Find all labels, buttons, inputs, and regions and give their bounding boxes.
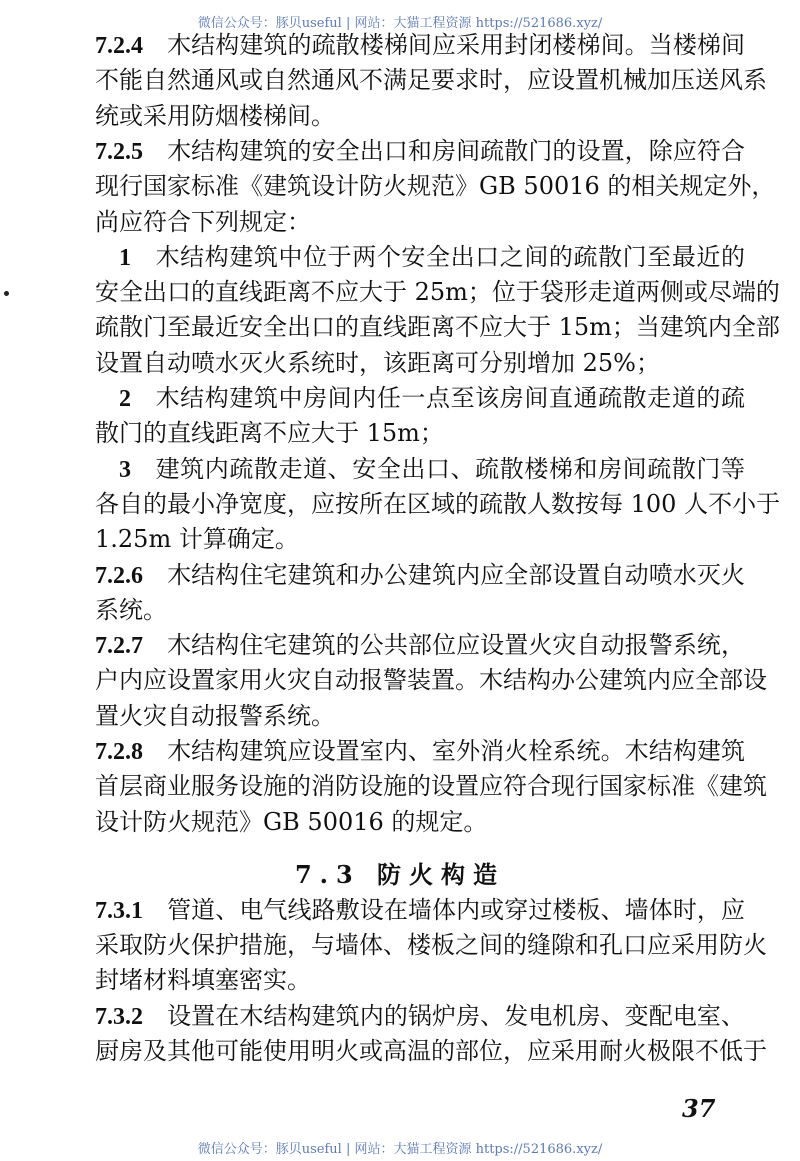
clause-line: [95, 893, 745, 928]
line-text: 木结构建筑应设置室内、室外消火栓系统。木结构建筑: [167, 737, 745, 765]
line-text: 统或采用防烟楼梯间。: [95, 101, 335, 130]
clause-line: [95, 134, 745, 169]
line-text: 木结构建筑中位于两个安全出口之间的疏散门至最近的: [155, 242, 745, 271]
line-text: 封堵材料填塞密实。: [95, 966, 311, 995]
line-text: 木结构住宅建筑和办公建筑内应全部设置自动喷水灭火: [167, 560, 745, 589]
line-text: 现行国家标准《建筑设计防火规范》GB 50016 的相关规定外，: [95, 172, 776, 201]
line-text: 置火灾自动报警系统。: [95, 701, 335, 730]
text-line: [95, 663, 767, 698]
line-text: 管道、电气线路敷设在墙体内或穿过楼板、墙体时，应: [167, 895, 745, 924]
text-line: [95, 487, 781, 522]
clause-number: 7.2.4: [95, 33, 143, 59]
text-line: [95, 963, 745, 998]
text-line: [95, 169, 776, 204]
line-text: 各自的最小净宽度，应按所在区域的疏散人数按每 100 人不小于: [95, 489, 781, 518]
line-text: 木结构建筑的安全出口和房间疏散门的设置，除应符合: [167, 136, 745, 165]
list-item-line: [95, 452, 745, 487]
line-text: 户内应设置家用火灾自动报警装置。木结构办公建筑内应全部设: [95, 666, 767, 695]
text-line: [95, 205, 745, 240]
line-text: 设计防火规范》GB 50016 的规定。: [95, 807, 488, 836]
text-line: [95, 99, 745, 134]
line-text: 木结构住宅建筑的公共部位应设置火灾自动报警系统，: [167, 631, 745, 660]
text-line: [95, 346, 745, 381]
line-text: 不能自然通风或自然通风不满足要求时，应设置机械加压送风系: [95, 66, 767, 95]
line-text: 建筑内疏散走道、安全出口、疏散楼梯和房间疏散门等: [155, 454, 745, 483]
item-number: 2: [119, 386, 131, 412]
list-item-line: [95, 381, 745, 416]
line-text: 散门的直线距离不应大于 15m；: [95, 419, 444, 448]
clause-number: 7.2.8: [95, 739, 143, 765]
line-text: 设置在木结构建筑内的锅炉房、发电机房、变配电室、: [167, 1001, 745, 1030]
clause-number: 7.3.2: [95, 1003, 143, 1030]
clause-number: 7.2.6: [95, 562, 143, 589]
line-text: 安全出口的直线距离不应大于 25m；位于袋形走道两侧或尽端的: [95, 278, 780, 307]
text-line: [95, 769, 767, 804]
text-line: [95, 63, 767, 98]
line-text: 1.25m 计算确定。: [95, 525, 299, 554]
line-text: 疏散门至最近安全出口的直线距离不应大于 15m；当建筑内全部: [95, 313, 780, 342]
clause-line: [95, 999, 745, 1034]
line-text: 系统。: [95, 595, 167, 624]
list-item-line: [95, 240, 745, 275]
section-heading: 7.3 防火构造: [294, 860, 506, 889]
line-text: 木结构建筑的疏散楼梯间应采用封闭楼梯间。当楼梯间: [167, 31, 745, 59]
item-number: 1: [119, 244, 131, 271]
line-text: 采取防火保护措施，与墙体、楼板之间的缝隙和孔口应采用防火: [95, 931, 767, 960]
line-text: 首层商业服务设施的消防设施的设置应符合现行国家标准《建筑: [95, 772, 767, 801]
line-text: 木结构建筑中房间内任一点至该房间直通疏散走道的疏: [155, 384, 745, 412]
line-text: 厨房及其他可能使用明火或高温的部位，应采用耐火极限不低于: [95, 1037, 767, 1066]
text-line: [95, 805, 745, 840]
clause-line: [95, 558, 745, 593]
clause-number: 7.2.5: [95, 138, 143, 165]
text-line: [95, 275, 780, 310]
text-line: [95, 522, 745, 557]
text-line: [95, 928, 767, 963]
clause-number: 7.3.1: [95, 897, 143, 924]
page-number: 37: [682, 1094, 716, 1123]
text-line: [95, 593, 745, 628]
text-line: [95, 699, 745, 734]
clause-number: 7.2.7: [95, 633, 143, 660]
scan-speck: [4, 291, 9, 296]
text-line: [95, 1034, 767, 1069]
clause-line: [95, 734, 745, 769]
watermark-bottom: 微信公众号：豚贝useful | 网站：大猫工程资源 https://521686.xyz/: [197, 1142, 603, 1157]
text-line: [95, 310, 780, 345]
text-line: [95, 416, 745, 451]
watermark-top: 微信公众号：豚贝useful | 网站：大猫工程资源 https://521686.xyz/: [197, 16, 603, 31]
line-text: 设置自动喷水灭火系统时，该距离可分别增加 25%；: [95, 348, 660, 377]
clause-line: [95, 628, 745, 663]
item-number: 3: [119, 456, 131, 483]
clause-line: [95, 28, 745, 63]
line-text: 尚应符合下列规定：: [95, 207, 311, 236]
